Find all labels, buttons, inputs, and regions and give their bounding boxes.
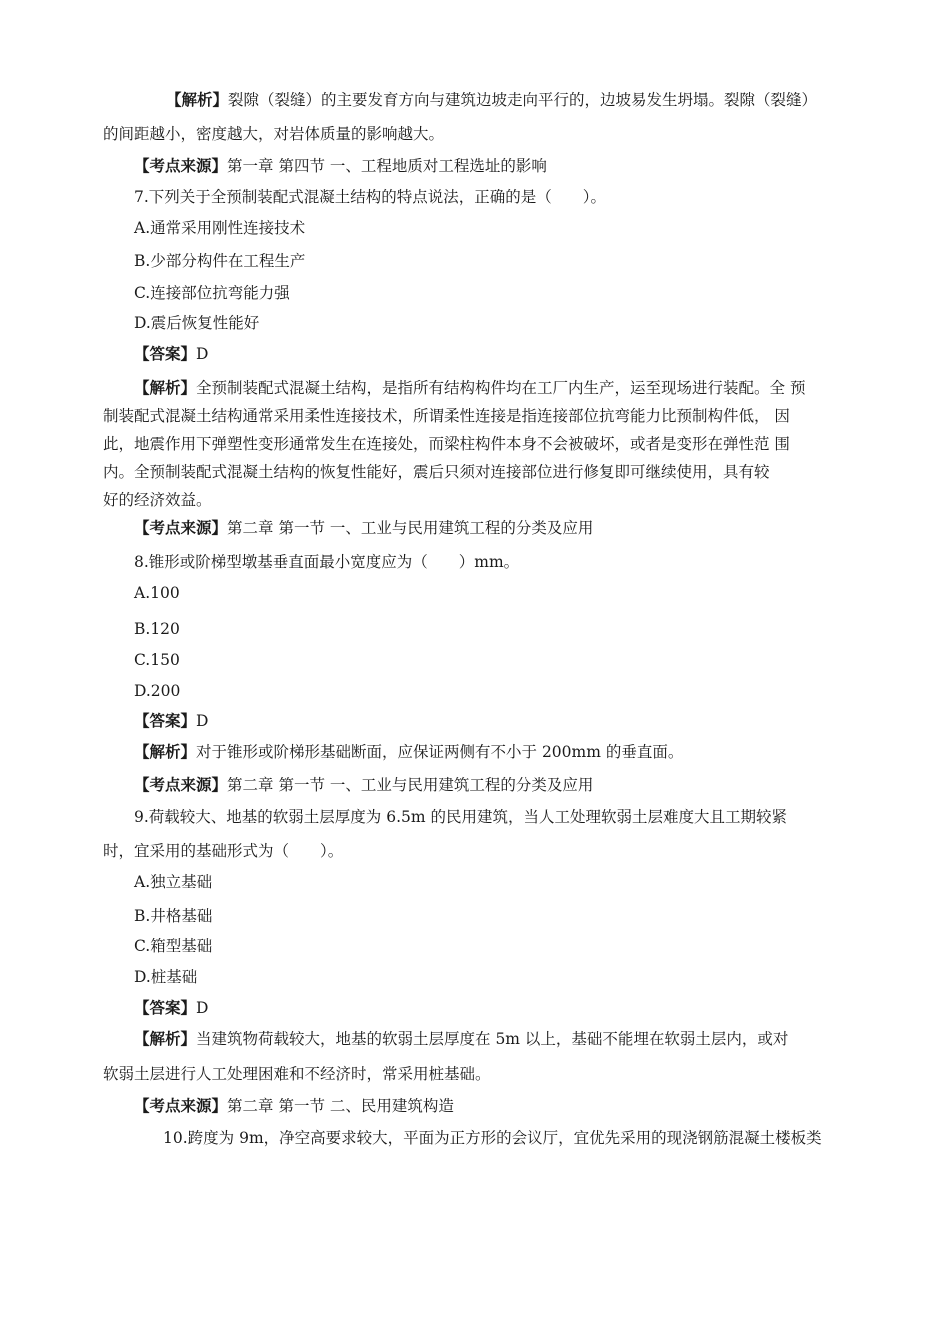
q7-option-b: B.少部分构件在工程生产: [134, 252, 306, 270]
question-9-line: 时，宜采用的基础形式为（ ）。: [103, 842, 344, 860]
q7-option-d: D.震后恢复性能好: [134, 314, 260, 332]
q8-option-a: A.100: [134, 584, 180, 602]
source-tag: 【考点来源】: [134, 775, 228, 794]
source-line: [134, 155, 547, 177]
q9-answer-line: [134, 997, 208, 1019]
q9-source-line: [134, 1095, 454, 1117]
analysis-tag: 【解析】: [134, 742, 197, 761]
q7-analysis-line: 内。全预制装配式混凝土结构的恢复性能好，震后只须对连接部位进行修复即可继续使用，具有较: [103, 463, 770, 481]
answer-value: D: [196, 999, 209, 1017]
q9-analysis-line: 软弱土层进行人工处理困难和不经济时，常采用桩基础。: [103, 1065, 491, 1083]
question-8: 8.锥形或阶梯型墩基垂直面最小宽度应为（ ）mm。: [134, 553, 520, 571]
q9-option-a: A.独立基础: [134, 873, 213, 891]
q7-option-c: C.连接部位抗弯能力强: [134, 284, 290, 302]
q7-option-a: A.通常采用刚性连接技术: [134, 219, 306, 237]
source-text: 第二章 第一节 二、民用建筑构造: [227, 1097, 454, 1115]
analysis-text: 全预制装配式混凝土结构，是指所有结构构件均在工厂内生产，运至现场进行装配。全 预: [196, 379, 806, 397]
question-10-line: 10.跨度为 9m，净空高要求较大，平面为正方形的会议厅，宜优先采用的现浇钢筋混凝土楼板类: [163, 1129, 822, 1147]
analysis-line: 的间距越小，密度越大，对岩体质量的影响越大。: [103, 125, 445, 143]
q7-analysis-line: 制装配式混凝土结构通常采用柔性连接技术，所谓柔性连接是指连接部位抗弯能力比预制构件低， 因: [103, 407, 790, 425]
analysis-text: 对于锥形或阶梯形基础断面，应保证两侧有不小于 200mm 的垂直面。: [196, 743, 684, 761]
q8-option-b: B.120: [134, 620, 180, 638]
q8-option-d: D.200: [134, 682, 181, 700]
q9-option-d: D.桩基础: [134, 968, 198, 986]
analysis-text: 当建筑物荷载较大，地基的软弱土层厚度在 5m 以上，基础不能埋在软弱土层内，或对: [196, 1030, 789, 1048]
q8-source-line: [134, 774, 593, 796]
analysis-tag: 【解析】: [134, 1029, 197, 1048]
analysis-text: 裂隙（裂缝）的主要发育方向与建筑边坡走向平行的，边坡易发生坍塌。裂隙（裂缝）: [228, 91, 818, 109]
analysis-tag: 【解析】: [166, 90, 229, 109]
analysis-tag: 【解析】: [134, 378, 197, 397]
q7-analysis-line: 此，地震作用下弹塑性变形通常发生在连接处，而梁柱构件本身不会被破坏，或者是变形在弹性范 围: [103, 435, 790, 453]
q8-option-c: C.150: [134, 651, 180, 669]
q9-analysis-line: [134, 1028, 788, 1050]
source-tag: 【考点来源】: [134, 1096, 228, 1115]
q7-source-line: [134, 517, 593, 539]
answer-value: D: [196, 345, 209, 363]
question-7: 7.下列关于全预制装配式混凝土结构的特点说法，正确的是（ ）。: [134, 188, 607, 206]
q7-analysis-line: 好的经济效益。: [103, 491, 212, 509]
source-tag: 【考点来源】: [134, 518, 228, 537]
answer-value: D: [196, 712, 209, 730]
q9-option-b: B.井格基础: [134, 907, 213, 925]
q8-answer-line: [134, 710, 208, 732]
q9-option-c: C.箱型基础: [134, 937, 213, 955]
source-tag: 【考点来源】: [134, 156, 228, 175]
q8-analysis-line: [134, 741, 683, 763]
analysis-line: [166, 89, 817, 111]
source-text: 第一章 第四节 一、工程地质对工程选址的影响: [227, 157, 547, 175]
answer-tag: 【答案】: [134, 998, 197, 1017]
answer-tag: 【答案】: [134, 344, 197, 363]
source-text: 第二章 第一节 一、工业与民用建筑工程的分类及应用: [227, 519, 594, 537]
q7-analysis-line: [134, 377, 805, 399]
question-9-line: 9.荷载较大、地基的软弱土层厚度为 6.5m 的民用建筑，当人工处理软弱土层难度大且工期较紧: [134, 808, 787, 826]
source-text: 第二章 第一节 一、工业与民用建筑工程的分类及应用: [227, 776, 594, 794]
answer-tag: 【答案】: [134, 711, 197, 730]
q7-answer-line: [134, 343, 208, 365]
